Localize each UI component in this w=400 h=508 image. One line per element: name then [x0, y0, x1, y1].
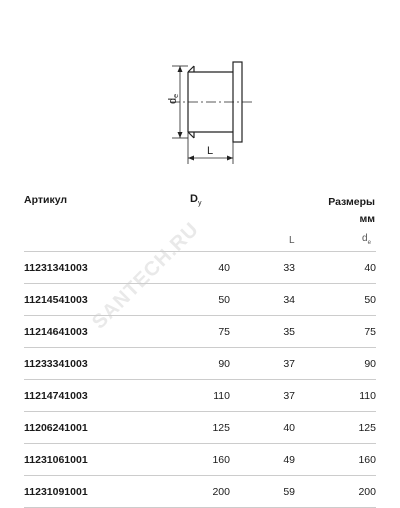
- cell-article: 11214641003: [24, 326, 88, 338]
- cell-article: 11214541003: [24, 294, 88, 306]
- header-dy: $D_у$: [190, 193, 202, 207]
- header-unit: мм: [359, 213, 375, 225]
- cell-article: 11233341003: [24, 358, 88, 370]
- table-row: [24, 379, 376, 411]
- cell-l: 33: [283, 262, 295, 274]
- watermark: SANTECH.RU: [88, 218, 204, 334]
- table-row: [24, 443, 376, 475]
- cell-article: 11231061001: [24, 454, 88, 466]
- cell-dy: 125: [212, 422, 230, 434]
- cell-de: 125: [358, 422, 376, 434]
- cell-l: 35: [283, 326, 295, 338]
- table-row: [24, 315, 376, 347]
- cell-de: 90: [364, 358, 376, 370]
- cell-l: 37: [283, 358, 295, 370]
- cell-de: 110: [359, 390, 376, 402]
- cell-dy: 90: [218, 358, 230, 370]
- cell-l: 59: [283, 486, 295, 498]
- cell-l: 40: [283, 422, 295, 434]
- table-row: [24, 251, 376, 283]
- header-sizes-label: Размеры: [328, 196, 375, 208]
- cell-dy: 160: [212, 454, 230, 466]
- cell-article: 11231341003: [24, 262, 88, 274]
- header-article: Артикул: [24, 194, 68, 206]
- table-row: [24, 283, 376, 315]
- cell-dy: 40: [218, 262, 230, 274]
- cell-de: 200: [358, 486, 376, 498]
- cell-article: 11214741003: [24, 390, 88, 402]
- spec-table: [24, 251, 376, 508]
- de-dimension-label: de: [167, 93, 180, 104]
- table-row: [24, 475, 376, 508]
- header-l: L: [289, 235, 295, 246]
- cell-l: 34: [283, 294, 295, 306]
- cell-dy: 110: [213, 390, 230, 402]
- cell-l: 37: [283, 390, 295, 402]
- table-row: [24, 347, 376, 379]
- cell-dy: 200: [212, 486, 230, 498]
- cell-dy: 75: [218, 326, 230, 338]
- header-sizes: [328, 194, 375, 228]
- l-dimension-label: L: [207, 145, 214, 157]
- header-de: $d_e$: [362, 233, 371, 246]
- cell-de: 40: [364, 262, 376, 274]
- table-row: [24, 411, 376, 443]
- cell-article: 11231091001: [24, 486, 88, 498]
- cell-de: 50: [364, 294, 376, 306]
- cell-de: 75: [364, 326, 376, 338]
- cell-dy: 50: [218, 294, 230, 306]
- cell-l: 49: [283, 454, 295, 466]
- cell-de: 160: [358, 454, 376, 466]
- fitting-drawing: [0, 0, 400, 175]
- cell-article: 11206241001: [24, 422, 88, 434]
